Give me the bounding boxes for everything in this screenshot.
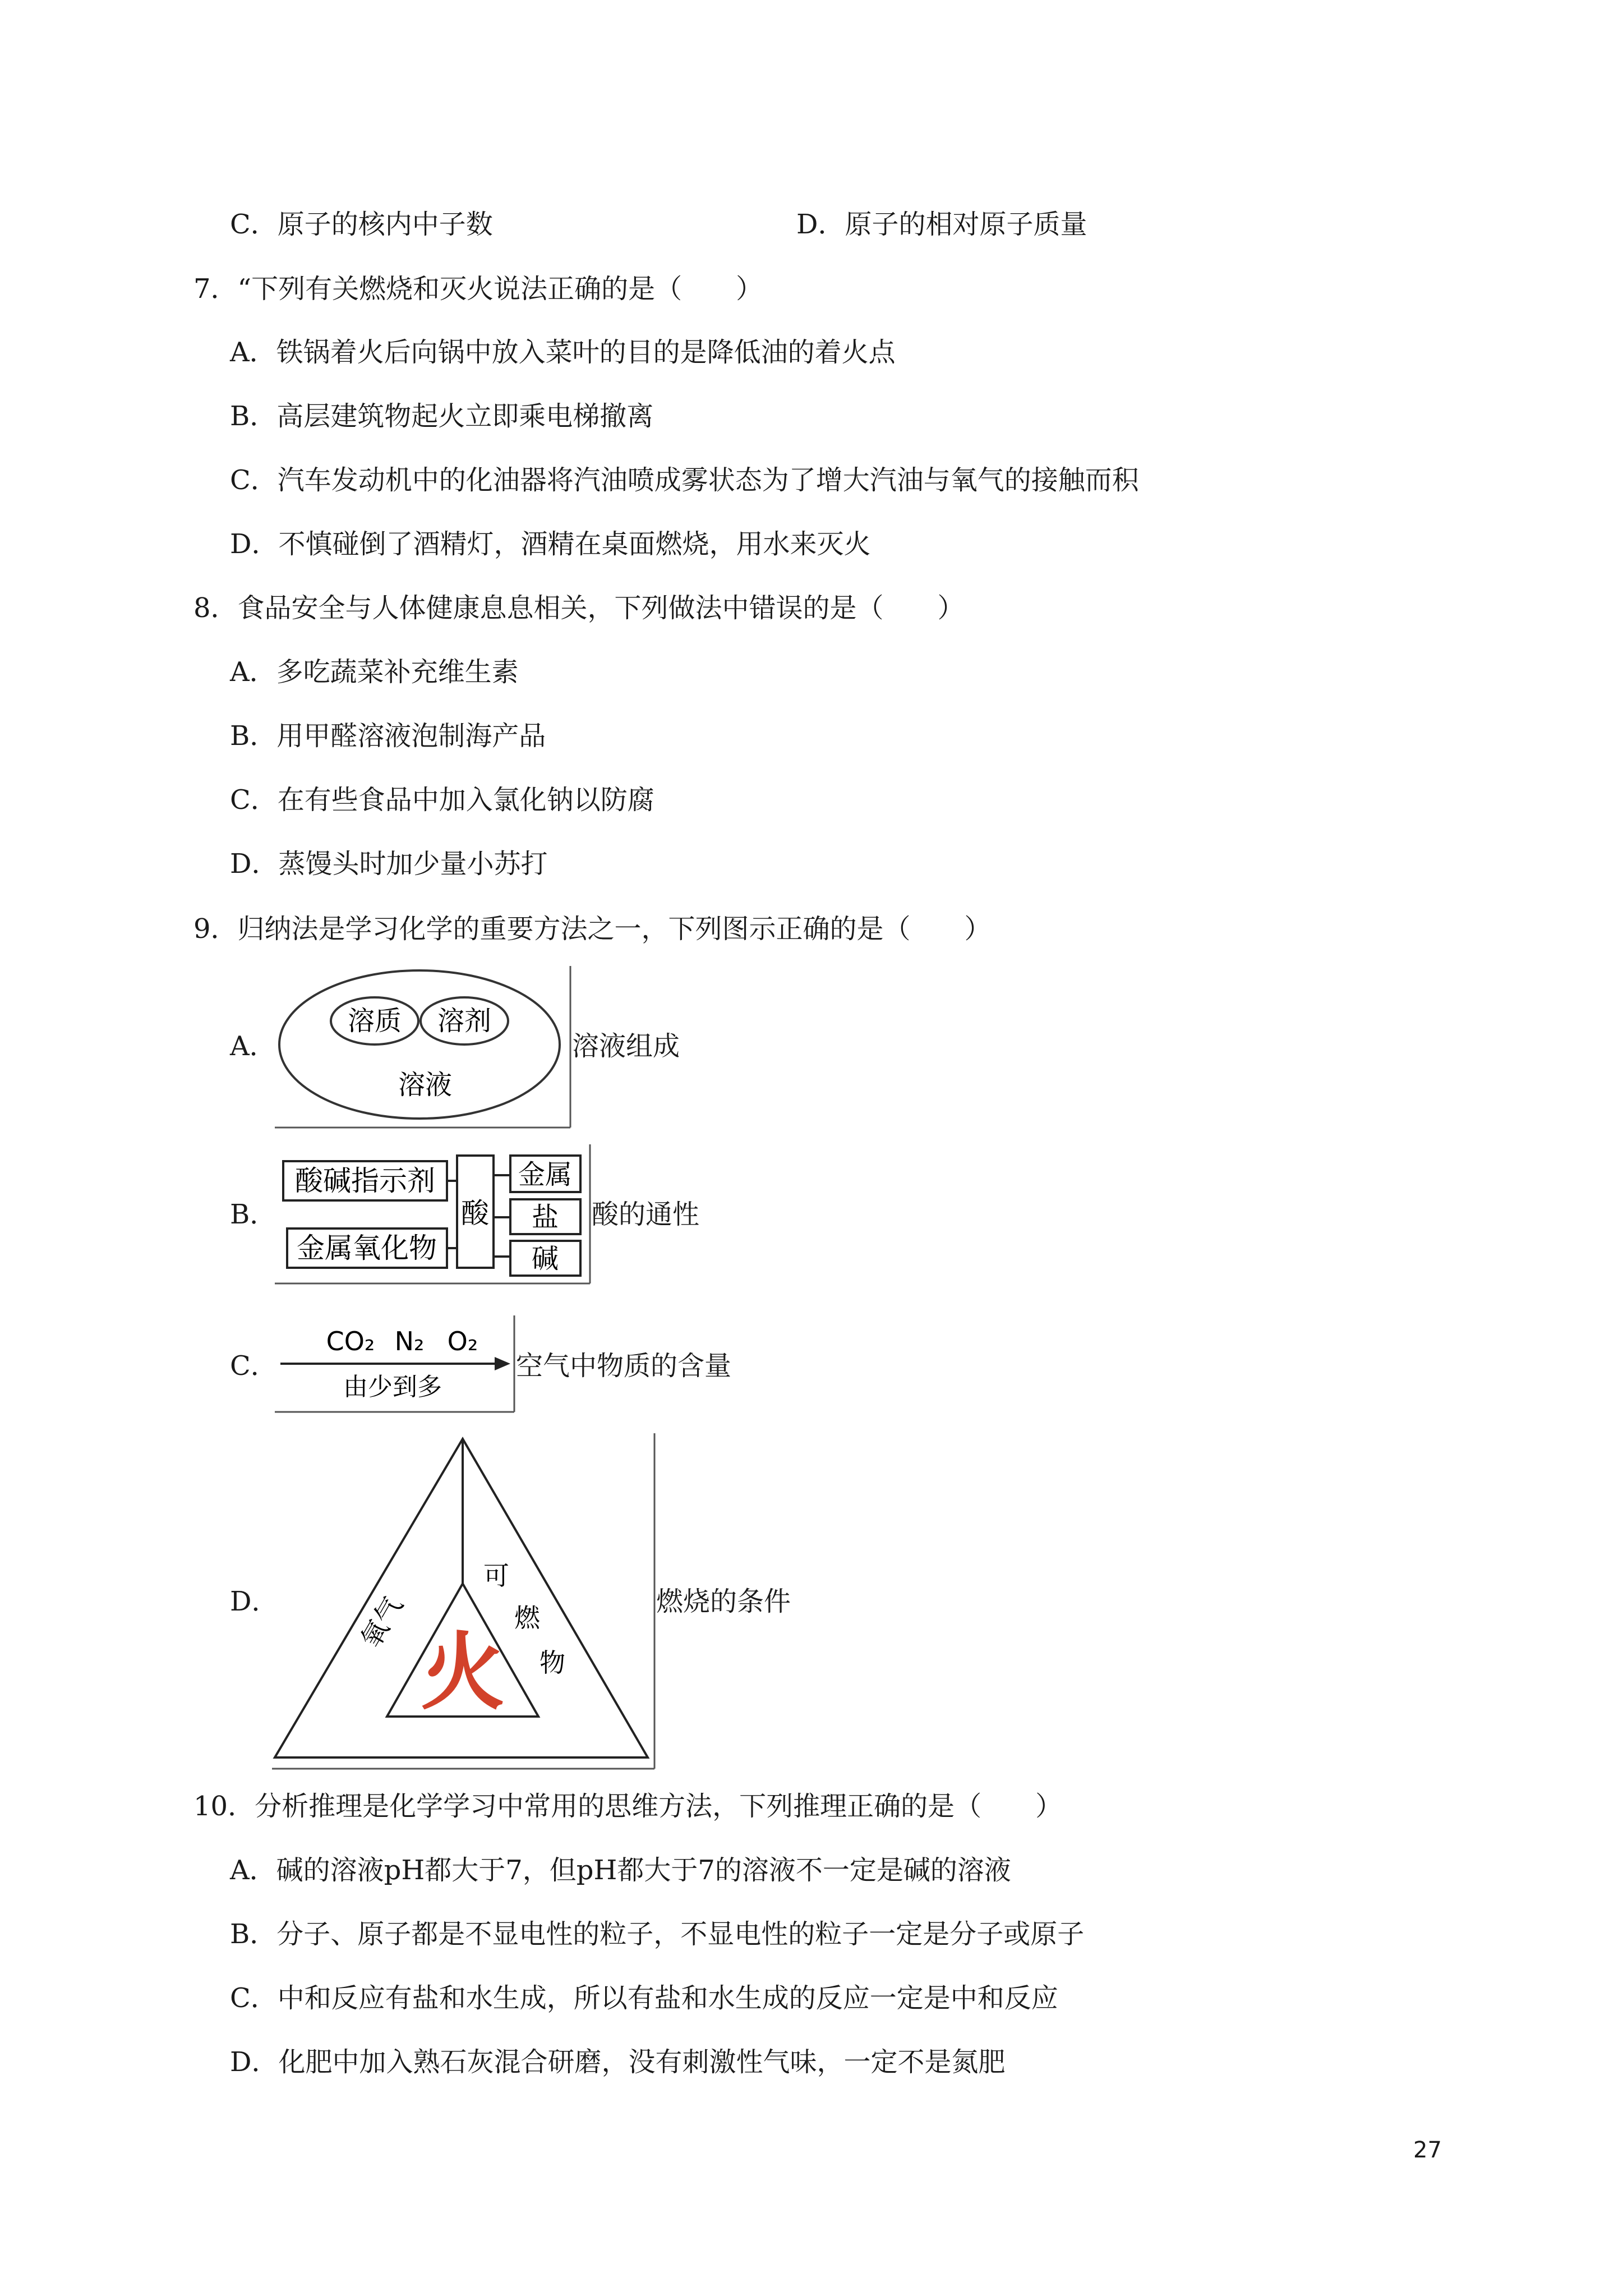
salt-label: 盐 (531, 1202, 559, 1233)
q9-option-d-caption: 燃烧的条件 (656, 1586, 791, 1617)
q8-option-b: B．用甲醛溶液泡制海产品 (230, 720, 546, 752)
q8-stem: 8．食品安全与人体健康息息相关，下列做法中错误的是（ ） (193, 592, 965, 624)
q9-option-d-letter: D． (230, 1586, 279, 1617)
solution-composition-diagram (275, 966, 572, 1129)
page-number: 27 (1413, 2137, 1442, 2163)
co2-label: CO₂ (326, 1326, 375, 1356)
q9-stem: 9．归纳法是学习化学的重要方法之一，下列图示正确的是（ ） (193, 913, 992, 945)
q10-option-c: C．中和反应有盐和水生成，所以有盐和水生成的反应一定是中和反应 (230, 1982, 1058, 2014)
q9-option-b-letter: B． (230, 1199, 277, 1230)
solvent-label: 溶剂 (437, 1005, 492, 1037)
q9-option-a-letter: A． (230, 1030, 276, 1062)
q8-option-a: A．多吃蔬菜补充维生素 (230, 656, 519, 688)
acid-properties-diagram (275, 1144, 592, 1285)
base-label: 碱 (531, 1243, 559, 1274)
fire-triangle-diagram (272, 1433, 656, 1770)
o2-label: O₂ (447, 1326, 478, 1356)
q9-option-a-caption: 溶液组成 (572, 1030, 680, 1062)
q9-option-c-caption: 空气中物质的含量 (516, 1350, 732, 1382)
q7-stem: 7．“下列有关燃烧和灭火说法正确的是（ ） (193, 273, 763, 305)
order-label: 由少到多 (343, 1373, 442, 1401)
n2-label: N₂ (394, 1326, 425, 1356)
solution-label: 溶液 (398, 1069, 453, 1101)
solute-label: 溶质 (347, 1005, 402, 1037)
q10-stem: 10．分析推理是化学学习中常用的思维方法，下列推理正确的是（ ） (193, 1791, 1063, 1822)
oxygen-label: 氧气 (354, 1591, 409, 1654)
q10-option-a: A．碱的溶液pH都大于7，但pH都大于7的溶液不一定是碱的溶液 (230, 1855, 1011, 1886)
arrow-head (495, 1357, 510, 1370)
q6-option-c: C．原子的核内中子数 (230, 209, 493, 240)
metal-oxide-label: 金属氧化物 (297, 1232, 437, 1264)
q9-option-b-caption: 酸的通性 (592, 1199, 700, 1230)
metal-label: 金属 (518, 1159, 573, 1190)
acid-base-indicator-label: 酸碱指示剂 (295, 1165, 435, 1197)
combustible-label-1: 可 (483, 1561, 509, 1591)
q7-option-b: B．高层建筑物起火立即乘电梯撤离 (230, 401, 654, 432)
fire-character: 火 (420, 1624, 505, 1722)
q8-option-c: C．在有些食品中加入氯化钠以防腐 (230, 784, 654, 816)
q10-option-b: B．分子、原子都是不显电性的粒子，不显电性的粒子一定是分子或原子 (230, 1918, 1085, 1950)
q9-option-c-letter: C． (230, 1350, 278, 1382)
acid-label: 酸 (461, 1197, 489, 1230)
q6-option-d: D．原子的相对原子质量 (796, 209, 1087, 240)
q8-option-d: D．蒸馒头时加少量小苏打 (230, 848, 548, 880)
air-content-diagram (275, 1315, 516, 1414)
q10-option-d: D．化肥中加入熟石灰混合研磨，没有刺激性气味，一定不是氮肥 (230, 2046, 1006, 2078)
combustible-label-2: 燃 (514, 1603, 540, 1633)
q7-option-a: A．铁锅着火后向锅中放入菜叶的目的是降低油的着火点 (230, 337, 896, 368)
combustible-label-3: 物 (540, 1648, 565, 1678)
q7-option-c: C．汽车发动机中的化油器将汽油喷成雾状态为了增大汽油与氧气的接触而积 (230, 464, 1139, 496)
q7-option-d: D．不慎碰倒了酒精灯，酒精在桌面燃烧，用水来灭火 (230, 528, 871, 560)
